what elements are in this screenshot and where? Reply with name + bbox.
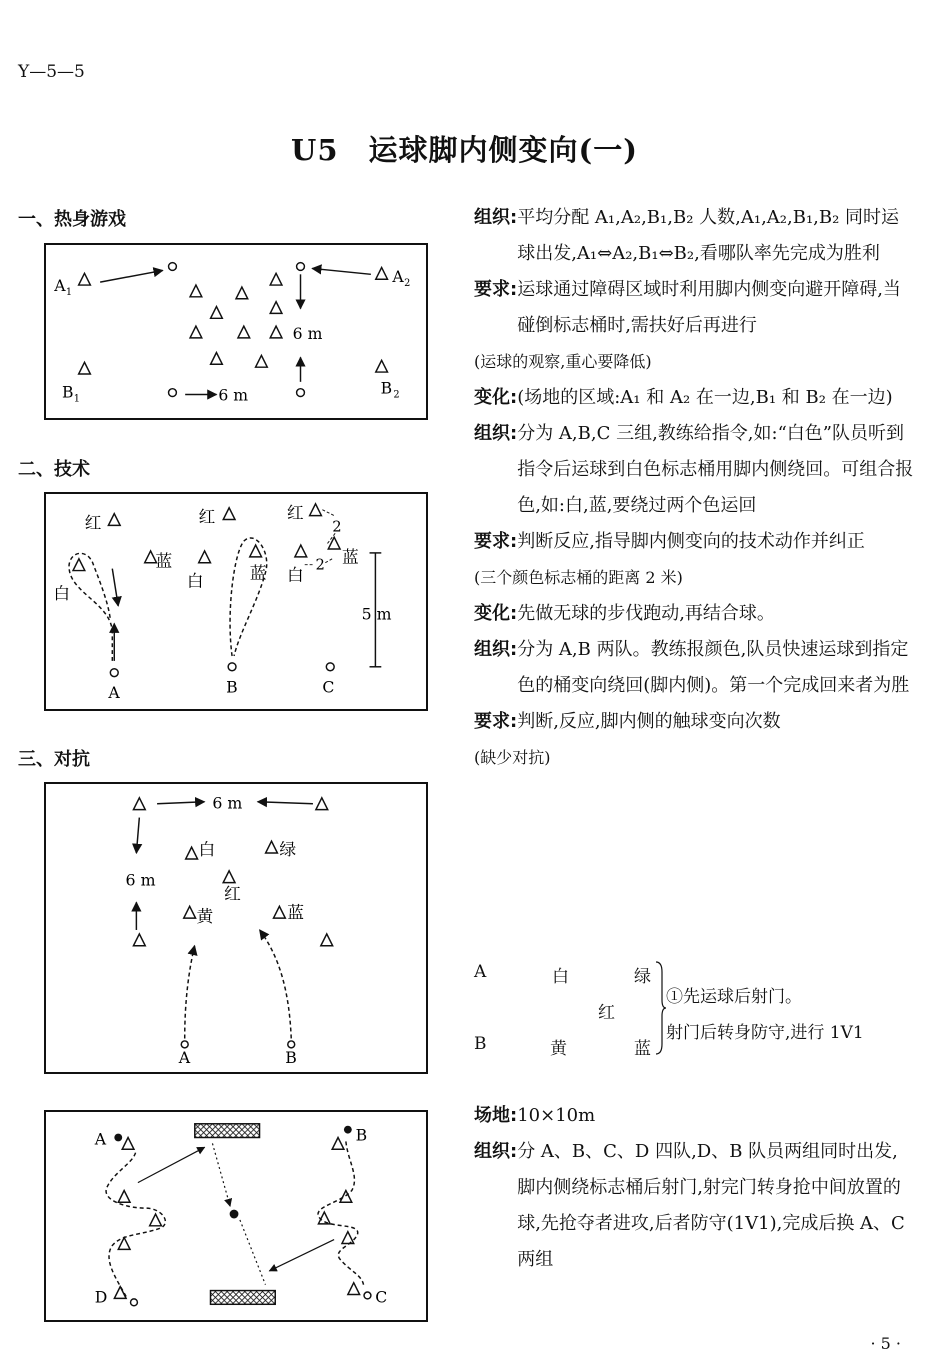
label-blue-3: 蓝 xyxy=(342,547,359,567)
start-point-icons xyxy=(110,663,334,677)
team-label-a: A xyxy=(178,1048,191,1068)
summary-b: B xyxy=(474,1034,487,1054)
note-missing-confrontation: (缺少对抗) xyxy=(474,748,551,767)
label-yellow: 黄 xyxy=(196,906,214,927)
cone-color-labels xyxy=(197,839,305,926)
label-a2-sub: 2 xyxy=(404,278,411,290)
text-requirement: 运球通过障碍区域时利用脚内侧变向避开障碍,当碰倒标志桶时,需扶好后再进行 xyxy=(517,279,901,336)
cone-icons xyxy=(79,267,388,374)
group-label-b: B xyxy=(226,677,238,697)
label-white-1: 白 xyxy=(53,584,71,604)
note-distance: (三个颜色标志桶的距离 2 米) xyxy=(474,568,683,587)
section-heading-confrontation: 三、对抗 xyxy=(18,749,90,770)
summary-a: A xyxy=(474,962,487,982)
summary-white: 白 xyxy=(552,967,569,987)
path-arrows xyxy=(100,268,371,394)
label-organization-2: 组织: xyxy=(474,423,518,444)
text-requirement-2: 判断反应,指导脚内侧变向的技术动作并纠正 xyxy=(517,531,865,552)
label-variation-2: 变化: xyxy=(474,603,518,624)
summary-red: 红 xyxy=(598,1003,615,1023)
text-variation: (场地的区域:A₁ 和 A₂ 在一边,B₁ 和 B₂ 在一边) xyxy=(517,387,893,408)
pass-path-lines xyxy=(212,1143,265,1284)
ball-icons xyxy=(114,1126,351,1219)
dribble-path-lines xyxy=(106,1141,363,1296)
goal-bottom-icon xyxy=(210,1291,275,1305)
technique-diagram xyxy=(44,492,428,711)
label-white-2: 白 xyxy=(186,571,204,591)
summary-blue: 蓝 xyxy=(634,1039,651,1059)
direction-arrows xyxy=(112,553,381,667)
text-requirement-3: 判断,反应,脚内侧的触球变向次数 xyxy=(517,711,781,732)
label-blue: 蓝 xyxy=(287,902,305,923)
summary-line-2: 射门后转身防守,进行 1V1 xyxy=(666,1023,864,1043)
distance-left: 6 m xyxy=(125,870,156,890)
text-organization-4: 分 A、B、C、D 四队,D、B 队员两组同时出发,脚内侧绕标志桶后射门,射完门转身抢中间放置的球,先抢夺者进攻,后者防守(1V1),完成后换 A、C 两组 xyxy=(517,1141,905,1270)
label-requirement: 要求: xyxy=(474,279,518,300)
team-label-a: A xyxy=(94,1129,107,1149)
shot-arrows xyxy=(138,1147,334,1271)
summary-line-1: ①先运球后射门。 xyxy=(666,987,802,1007)
label-a2: A xyxy=(392,267,404,287)
label-variation: 变化: xyxy=(474,387,518,408)
label-blue-2: 蓝 xyxy=(249,563,267,583)
label-requirement-3: 要求: xyxy=(474,711,518,732)
label-organization-4: 组织: xyxy=(474,1141,518,1162)
page-number: · 5 · xyxy=(870,1334,901,1353)
team-label-b: B xyxy=(285,1048,297,1068)
label-b1: B xyxy=(62,382,74,402)
label-green: 绿 xyxy=(279,839,297,860)
group-label-c: C xyxy=(322,677,335,697)
page-code: Y—5—5 xyxy=(18,62,85,82)
label-red: 红 xyxy=(224,883,241,904)
distance-top: 6 m xyxy=(212,793,243,813)
label-red-2: 红 xyxy=(198,507,216,527)
confrontation-diagram xyxy=(44,782,428,1074)
label-white: 白 xyxy=(198,839,216,860)
start-point-icons xyxy=(169,263,305,397)
text-field: 10×10m xyxy=(517,1105,596,1126)
label-organization: 组织: xyxy=(474,207,518,228)
label-requirement-2: 要求: xyxy=(474,531,518,552)
label-organization-3: 组织: xyxy=(474,639,518,660)
distance-bottom: 6 m xyxy=(218,385,249,405)
section-heading-warmup: 一、热身游戏 xyxy=(18,209,126,230)
label-b2: B xyxy=(380,378,393,398)
label-a1-sub: 1 xyxy=(65,286,73,298)
team-label-b: B xyxy=(355,1125,368,1145)
label-a1: A xyxy=(54,275,66,295)
team-label-c: C xyxy=(375,1287,388,1307)
label-white-3: 白 xyxy=(287,565,304,585)
cone-icons xyxy=(114,1138,371,1306)
goal-top-icon xyxy=(195,1124,260,1138)
label-b2-sub: 2 xyxy=(393,389,400,401)
text-organization-2: 分为 A,B,C 三组,教练给指令,如:“白色”队员听到指令后运球到白色标志桶用脚内侧绕回。可组合报色,如:白,蓝,要绕过两个色运回 xyxy=(517,423,914,516)
group-label-a: A xyxy=(108,683,120,703)
warmup-diagram xyxy=(44,243,428,420)
label-blue-1: 蓝 xyxy=(155,551,173,571)
summary-green: 绿 xyxy=(634,967,651,987)
brace-icon xyxy=(654,960,666,1056)
label-red-1: 红 xyxy=(84,513,102,533)
distance-right: 6 m xyxy=(292,323,323,343)
label-b1-sub: 1 xyxy=(73,393,80,405)
note-observation: (运球的观察,重心要降低) xyxy=(474,352,652,371)
warmup-instructions xyxy=(474,200,914,776)
dribble-path-lines xyxy=(185,930,292,1038)
label-red-3: 红 xyxy=(287,503,304,523)
label-spacing-1: 2 xyxy=(332,518,342,536)
game-diagram xyxy=(44,1110,428,1322)
text-variation-2: 先做无球的步伐跑动,再结合球。 xyxy=(517,603,775,624)
section-heading-technique: 二、技术 xyxy=(18,459,90,480)
page-title: U5 运球脚内侧变向(一) xyxy=(291,133,638,167)
distance-label: 5 m xyxy=(361,604,392,624)
label-field: 场地: xyxy=(474,1105,518,1126)
game-instructions xyxy=(474,1098,914,1278)
text-organization-3: 分为 A,B 两队。教练报颜色,队员快速运球到指定色的桶变向绕回(脚内侧)。第一个完成回来者为胜 xyxy=(517,639,910,696)
label-spacing-2: 2 xyxy=(315,556,325,574)
color-summary xyxy=(474,958,914,1058)
team-label-d: D xyxy=(94,1287,108,1307)
cone-icons xyxy=(133,798,332,946)
start-point-icons xyxy=(181,1041,294,1048)
text-organization: 平均分配 A₁,A₂,B₁,B₂ 人数,A₁,A₂,B₁,B₂ 同时运球出发,A₁⇔A₂,B₁⇔B₂,看哪队率先完成为胜利 xyxy=(517,207,900,264)
summary-yellow: 黄 xyxy=(550,1039,567,1059)
